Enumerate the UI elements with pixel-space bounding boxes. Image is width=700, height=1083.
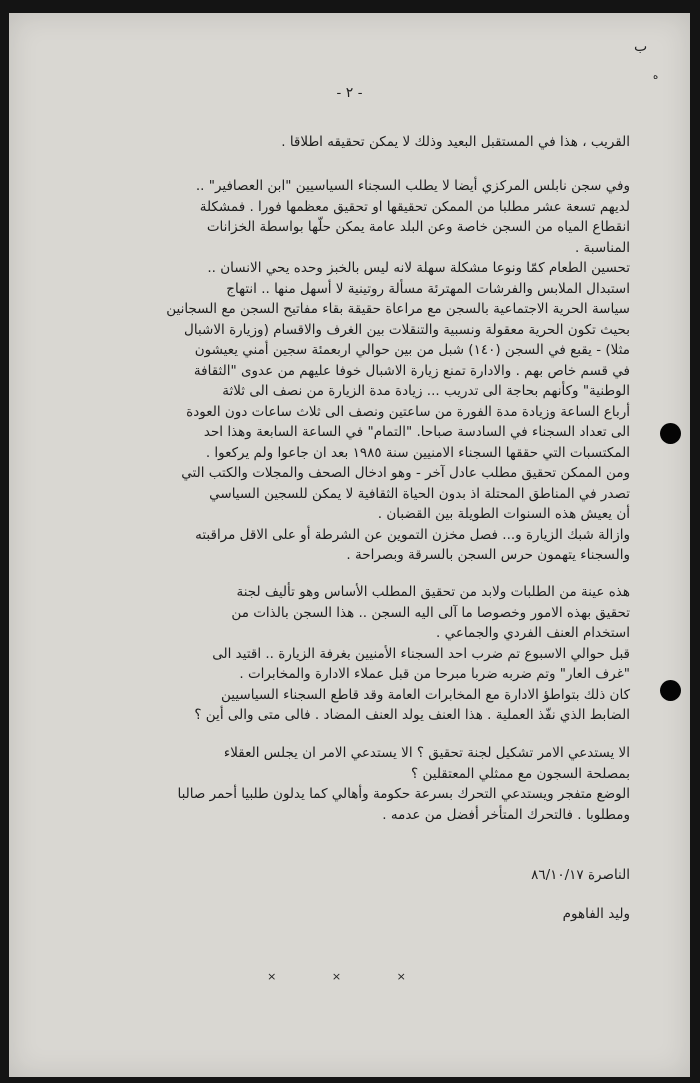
text-line: وفي سجن نابلس المركزي أيضا لا يطلب السجناء السياسيين "ابن العصافير" .. (195, 178, 630, 194)
text-line: تصدر في المناطق المحتلة اذ بدون الحياة الثقافية لا يمكن للسجين السياسي (209, 485, 630, 502)
text-line: ومطلوبا . فالتحرك المتأخر أفضل من عدمه . (382, 806, 630, 823)
text-line: تحقيق بهذه الامور وخصوصا ما آلى اليه السجن .. هذا السجن بالذات من (231, 604, 630, 621)
text-line: الضابط الذي نفّذ العملية . هذا العنف يولد العنف المضاد . فالى متى والى أين ؟ (194, 707, 630, 723)
paragraph-opening (90, 132, 630, 153)
signature-block (90, 865, 630, 942)
text-line: "غرف العار" وتم ضربه ضربا مبرحا من قبل عملاء الادارة والمخابرات . (239, 666, 630, 682)
text-line: كان ذلك بتواطؤ الادارة مع المخابرات العامة وقد قاطع السجناء السياسيين (220, 686, 630, 703)
corner-mark: ه (653, 71, 659, 82)
text-line: في قسم خاص بهم . والادارة تمنع زيارة الاشبال خوفا عليهم من عدوى "الثقافة (193, 362, 630, 379)
text-line: أرباع الساعة وزيادة مدة الفورة من ساعتين ونصف الى ثلاث ساعات دون العودة (186, 403, 630, 420)
text-line: هذه عينة من الطلبات ولابد من تحقيق المطلب الأساس وهو تأليف لجنة (236, 584, 630, 600)
text-line: القريب ، هذا في المستقبل البعيد وذلك لا يمكن تحقيقه اطلاقا . (281, 134, 630, 150)
text-line: والسجناء يتهمون حرس السجن بالسرقة وبصراحة . (346, 547, 630, 563)
paragraph-nablus-prison (90, 176, 630, 566)
corner-mark: ب (634, 39, 648, 55)
text-line: ومن الممكن تحقيق مطلب عادل آخر - وهو ادخال الصحف والمجلات والكتب التي (181, 465, 630, 481)
punch-hole (660, 423, 681, 444)
text-line: قبل حوالي الاسبوع تم ضرب احد السجناء الأمنيين بغرفة الزيارة .. اقتيد الى (212, 645, 630, 662)
paragraph-conclusion (90, 743, 630, 825)
text-line: الوطنية" وكأنهم بحاجة الى تدريب ... زيادة مدة الزيارة من نصف الى ثلاثة (222, 383, 630, 399)
text-line: سياسة الحرية الاجتماعية بالسجن مع مراعاة حقيقة بقاء مفاتيح السجن مع السجانين (166, 301, 630, 317)
text-line: انقطاع المياه من السجن خاصة وعن البلد عامة يمكن حلّها بواسطة الخزانات (206, 219, 630, 235)
document-page (9, 13, 690, 1077)
end-marks: × × × (267, 970, 432, 983)
author-name: وليد الفاهوم (562, 905, 630, 922)
text-line: تحسين الطعام كمّا ونوعا مشكلة سهلة لانه ليس بالخبز وحده يحي الانسان .. (207, 260, 630, 276)
text-line: وازالة شبك الزيارة و... فصل مخزن التموين عن الشرطة أو على الاقل مراقبته (195, 526, 630, 543)
text-line: المناسبة . (574, 239, 630, 256)
text-line: الى تعداد السجناء في السادسة صباحا. "التمام" في الساعة السابعة وهذا احد (203, 424, 630, 440)
text-line: مثلا) - يقبع في السجن (١٤٠) شبل من بين حوالي اربعمئة سجين أمني يعيشون (194, 342, 630, 358)
page-number: - ٢ - (336, 85, 363, 101)
date-line: الناصرة ٨٦/١٠/١٧ (531, 867, 630, 883)
paragraph-demands (90, 582, 630, 726)
text-line: استخدام العنف الفردي والجماعي . (436, 625, 630, 641)
text-line: الوضع متفجر ويستدعي التحرك بسرعة حكومة وأهالي كما يدلون طلبيا أحمر صالبا (177, 786, 630, 802)
text-line: بحيث تكون الحرية معقولة ونسبية والتنقلات بين الغرف والاقسام (وزيارة الاشبال (184, 321, 630, 338)
text-line: لديهم تسعة عشر مطلبا من الممكن تحقيقها او تحقيق معظمها فورا . فمشكلة (199, 198, 630, 215)
text-line: أن يعيش هذه السنوات الطويلة بين القضبان . (377, 506, 630, 522)
text-line: الا يستدعي الامر تشكيل لجنة تحقيق ؟ الا يستدعي الامر ان يجلس العقلاء (223, 745, 630, 761)
text-line: المكتسبات التي حققها السجناء الامنيين سنة ١٩٨٥ بعد ان جاعوا ولم يركعوا . (205, 444, 630, 461)
punch-hole (660, 680, 681, 701)
text-line: استبدال الملابس والفرشات المهترئة مسألة روتينية لا أسهل منها .. انتهاج (226, 280, 630, 297)
text-line: بمصلحة السجون مع ممثلي المعتقلين ؟ (411, 765, 630, 782)
